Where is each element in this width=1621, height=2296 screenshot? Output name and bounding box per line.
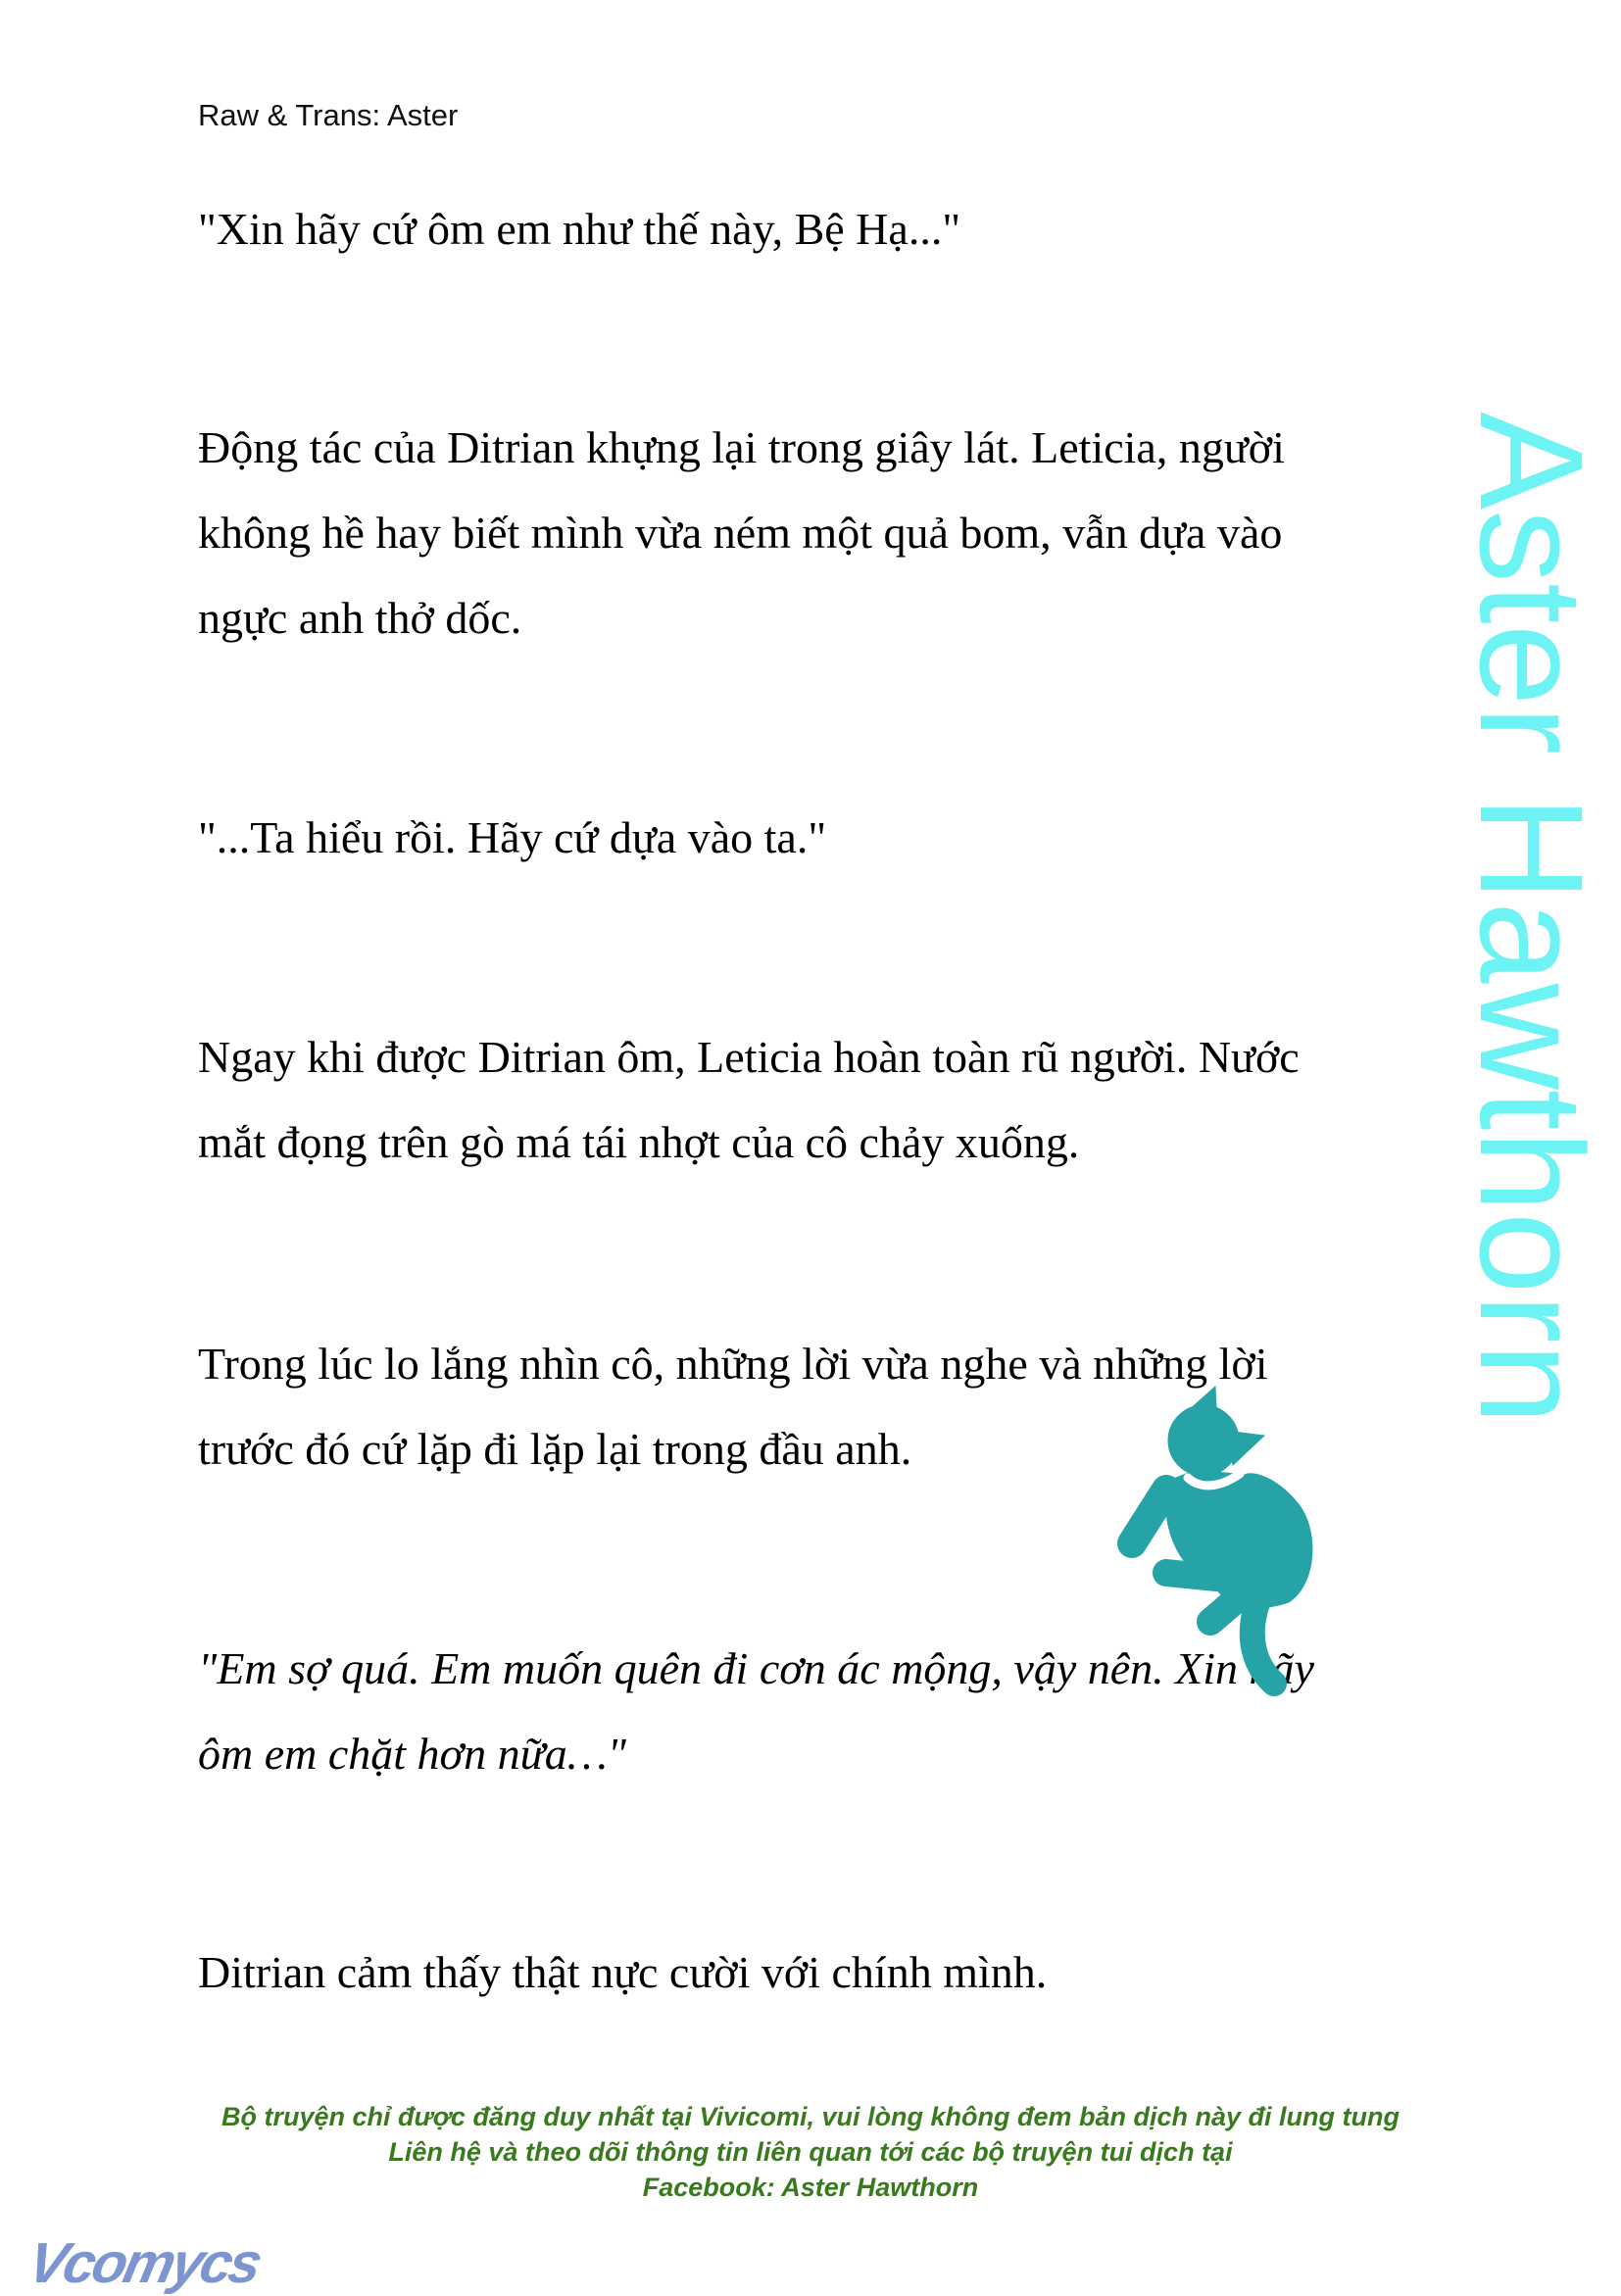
footer-facebook: Facebook: Aster Hawthorn <box>642 2173 979 2202</box>
footer-line: Bộ truyện chỉ được đăng duy nhất tại Vivicomi, vui lòng không đem bản dịch này đi lung tung <box>221 2102 1400 2131</box>
text-line: "...Ta hiểu rồi. Hãy cứ dựa vào ta." <box>198 812 827 862</box>
text-line: Ditrian cảm thấy thật nực cười với chính mình. <box>198 1947 1048 1997</box>
paragraph-7 <box>198 1930 1047 2015</box>
text-line: "Xin hãy cứ ôm em như thế này, Bệ Hạ..." <box>198 204 961 254</box>
text-line: không hề hay biết mình vừa ném một quả bom, vẫn dựa vào <box>198 508 1283 558</box>
paragraph-1 <box>198 186 960 271</box>
text-line: Trong lúc lo lắng nhìn cô, những lời vừa nghe và những lời <box>198 1339 1268 1389</box>
text-line: mắt đọng trên gò má tái nhợt của cô chảy xuống. <box>198 1117 1080 1167</box>
paragraph-5 <box>198 1321 1268 1491</box>
paragraph-4 <box>198 1014 1300 1185</box>
text-line: ngực anh thở dốc. <box>198 593 522 643</box>
text-line: ôm em chặt hơn nữa…" <box>198 1729 626 1779</box>
vcomycs-logo: Vcomycs <box>23 2231 266 2295</box>
text-line: Động tác của Ditrian khựng lại trong giây lát. Leticia, người <box>198 422 1285 472</box>
text-line: Ngay khi được Ditrian ôm, Leticia hoàn toàn rũ người. Nước <box>198 1032 1300 1082</box>
footer-line: Liên hệ và theo dõi thông tin liên quan tới các bộ truyện tui dịch tại <box>388 2137 1233 2167</box>
watermark-text: Aster Hawthorn <box>1449 412 1614 1425</box>
text-line: "Em sợ quá. Em muốn quên đi cơn ác mộng, vậy nên. Xin hãy <box>198 1643 1314 1693</box>
footer-notice <box>0 2099 1621 2205</box>
cat-logo-icon <box>1117 1372 1352 1715</box>
paragraph-3 <box>198 795 826 880</box>
text-line: trước đó cứ lặp đi lặp lại trong đầu anh. <box>198 1424 912 1474</box>
paragraph-2 <box>198 405 1285 660</box>
translator-credit: Raw & Trans: Aster <box>198 98 459 132</box>
